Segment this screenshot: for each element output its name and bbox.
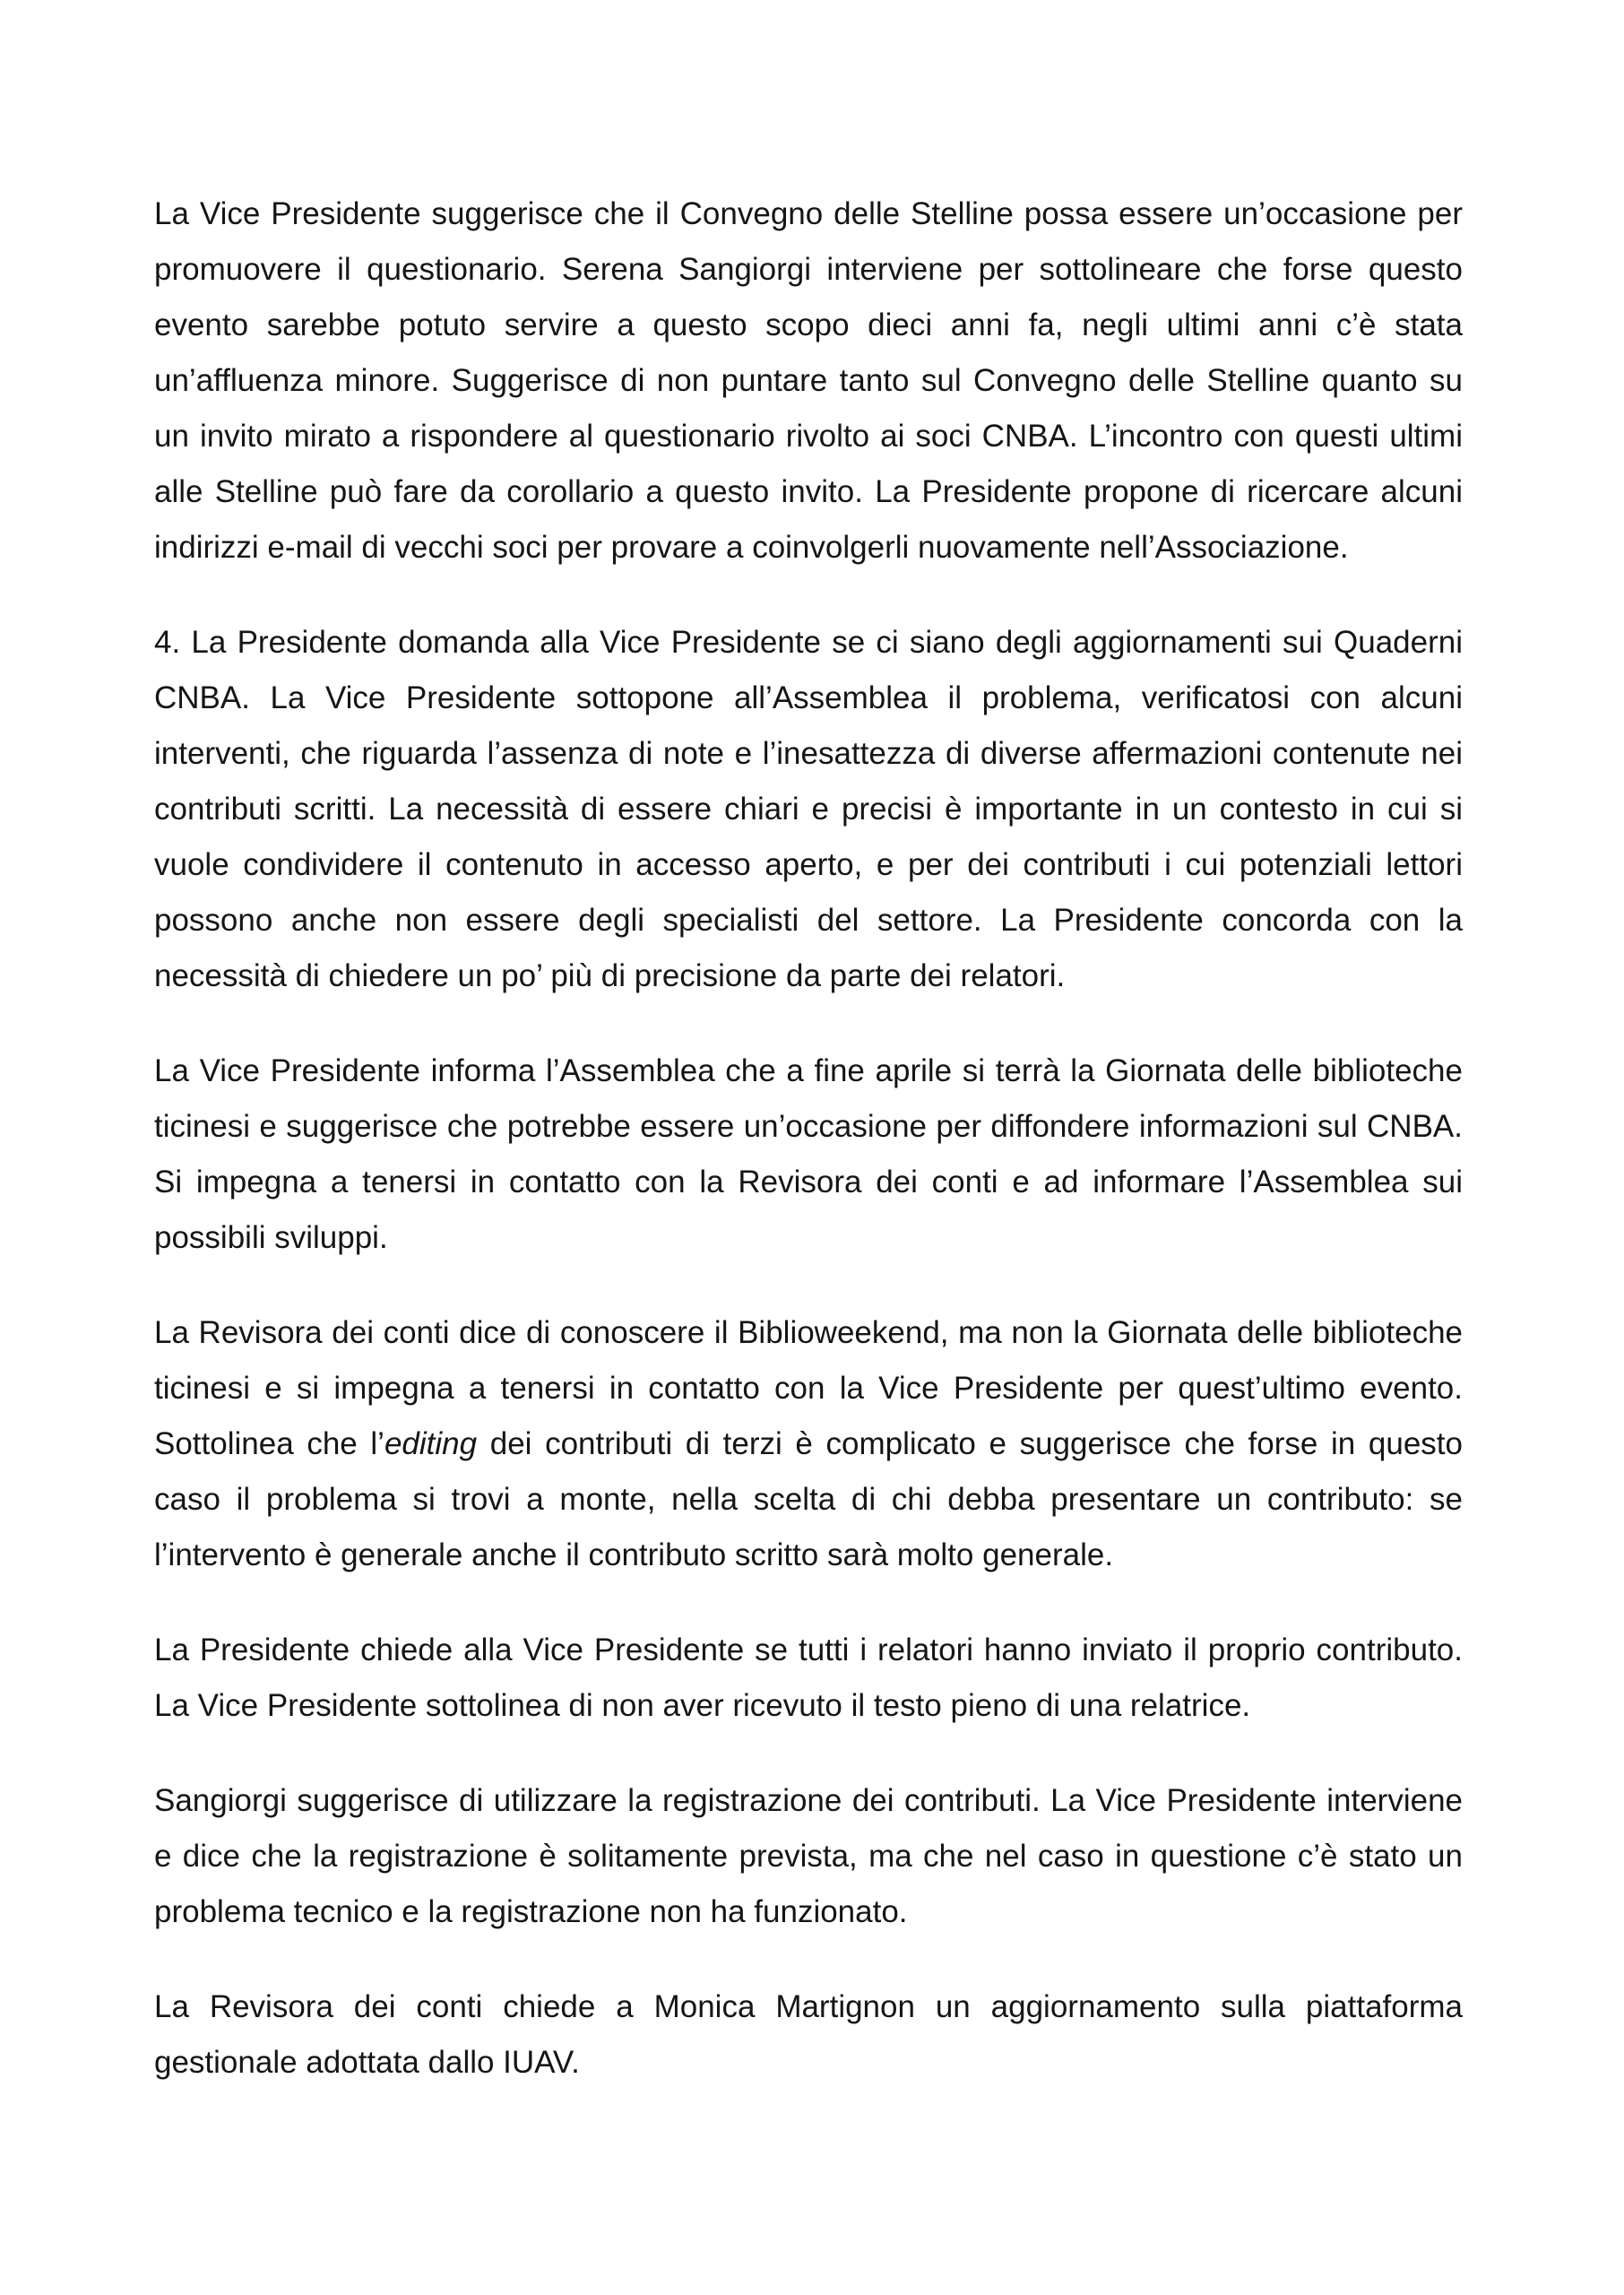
paragraph-text-before: La Revisora dei conti dice di conoscere il Biblioweekend, ma non la Giornata delle biblioteche ticinesi e si impegna a tenersi in contatto con la Vice Presidente per quest’ultimo evento. Sottolinea che l’	[154, 1315, 1463, 1461]
paragraph-stelline-questionario: La Vice Presidente suggerisce che il Convegno delle Stelline possa essere un’occasione per promuovere il questionario. Serena Sangiorgi interviene per sottolineare che forse questo evento sarebbe potuto servire a questo scopo dieci anni fa, negli ultimi anni c’è stata un’affluenza minore. Suggerisce di non puntare tanto sul Convegno delle Stelline quanto su un invito mirato a rispondere al questionario rivolto ai soci CNBA. L’incontro con questi ultimi alle Stelline può fare da corollario a questo invito. La Presidente propone di ricercare alcuni indirizzi e-mail di vecchi soci per provare a coinvolgerli nuovamente nell’Associazione.	[154, 196, 1463, 565]
document-body	[154, 186, 1463, 2091]
paragraph-text-after: dei contributi di terzi è complicato e suggerisce che forse in questo caso il problema si trovi a monte, nella scelta di chi debba presentare un contributo: se l’intervento è generale anche il contributo scritto sarà molto generale.	[154, 1426, 1463, 1572]
paragraph-registrazione: Sangiorgi suggerisce di utilizzare la registrazione dei contributi. La Vice Presidente interviene e dice che la registrazione è solitamente prevista, ma che nel caso in questione c’è stato un problema tecnico e la registrazione non ha funzionato.	[154, 1783, 1463, 1929]
italic-editing-term: editing	[384, 1426, 478, 1461]
paragraph-piattaforma-iuav: La Revisora dei conti chiede a Monica Martignon un aggiornamento sulla piattaforma gestionale adottata dallo IUAV.	[154, 1989, 1463, 2080]
paragraph-revisora-biblioweekend	[154, 1305, 1463, 1583]
paragraph-quaderni-cnba: 4. La Presidente domanda alla Vice Presidente se ci siano degli aggiornamenti sui Quaderni CNBA. La Vice Presidente sottopone all’Assemblea il problema, verificatosi con alcuni interventi, che riguarda l’assenza di note e l’inesattezza di diverse affermazioni contenute nei contributi scritti. La necessità di essere chiari e precisi è importante in un contesto in cui si vuole condividere il contenuto in accesso aperto, e per dei contributi i cui potenziali lettori possono anche non essere degli specialisti del settore. La Presidente concorda con la necessità di chiedere un po’ più di precisione da parte dei relatori.	[154, 625, 1463, 993]
paragraph-relatori-contributo: La Presidente chiede alla Vice Presidente se tutti i relatori hanno inviato il proprio contributo. La Vice Presidente sottolinea di non aver ricevuto il testo pieno di una relatrice.	[154, 1632, 1463, 1723]
paragraph-giornata-biblioteche: La Vice Presidente informa l’Assemblea che a fine aprile si terrà la Giornata delle biblioteche ticinesi e suggerisce che potrebbe essere un’occasione per diffondere informazioni sul CNBA. Si impegna a tenersi in contatto con la Revisora dei conti e ad informare l’Assemblea sui possibili sviluppi.	[154, 1053, 1463, 1255]
